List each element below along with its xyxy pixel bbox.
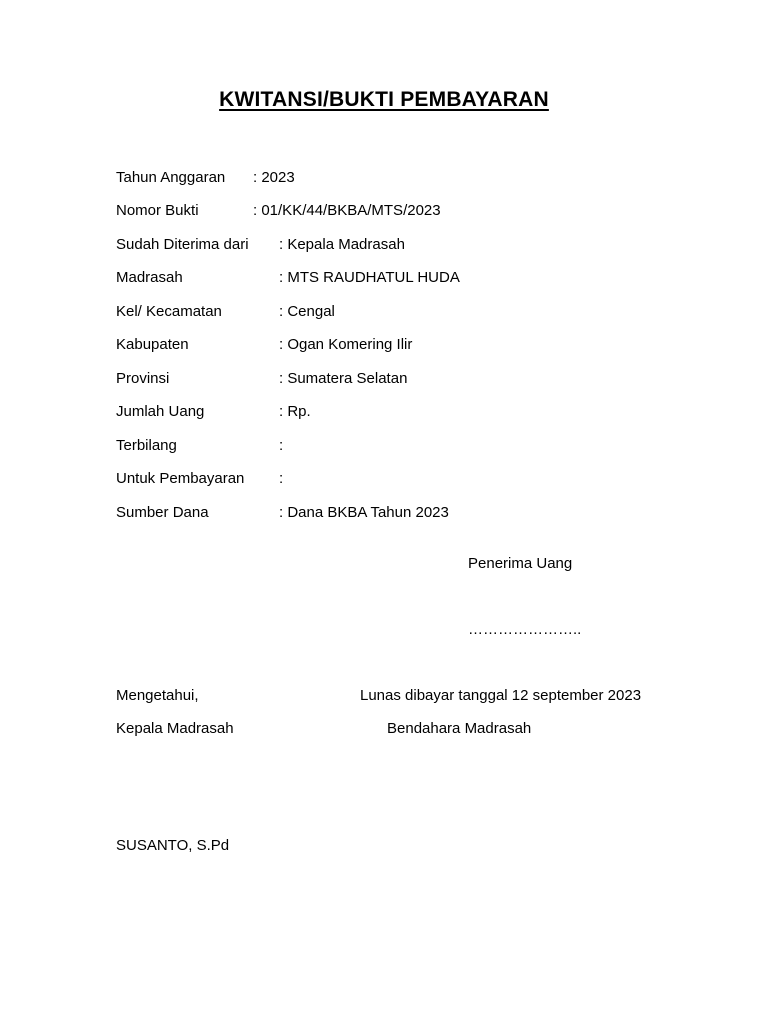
field-label-provinsi: Provinsi <box>116 370 170 387</box>
field-label-jumlah-uang: Jumlah Uang <box>116 403 205 420</box>
field-value-sumber-dana: : Dana BKBA Tahun 2023 <box>279 504 449 521</box>
field-value-untuk-pembayaran: : <box>279 470 284 487</box>
field-value-nomor-bukti: : 01/KK/44/BKBA/MTS/2023 <box>253 202 441 219</box>
field-label-terbilang: Terbilang <box>116 437 177 454</box>
receiver-label: Penerima Uang <box>468 555 573 572</box>
field-value-kabupaten: : Ogan Komering Ilir <box>279 336 413 353</box>
field-label-kabupaten: Kabupaten <box>116 336 189 353</box>
field-value-terbilang: : <box>279 437 284 454</box>
field-label-sudah-diterima-dari: Sudah Diterima dari <box>116 236 249 253</box>
field-label-untuk-pembayaran: Untuk Pembayaran <box>116 470 245 487</box>
field-value-madrasah: : MTS RAUDHATUL HUDA <box>279 269 460 286</box>
field-label-madrasah: Madrasah <box>116 269 183 286</box>
head-title: Kepala Madrasah <box>116 720 234 737</box>
field-value-sudah-diterima-dari: : Kepala Madrasah <box>279 236 405 253</box>
field-label-kecamatan: Kel/ Kecamatan <box>116 303 222 320</box>
document-title: KWITANSI/BUKTI PEMBAYARAN <box>219 88 549 111</box>
field-label-sumber-dana: Sumber Dana <box>116 504 209 521</box>
field-value-kecamatan: : Cengal <box>279 303 335 320</box>
field-value-jumlah-uang: : Rp. <box>279 403 311 420</box>
acknowledge-label: Mengetahui, <box>116 687 199 704</box>
receiver-signature-line: ………………….. <box>468 621 582 638</box>
field-value-provinsi: : Sumatera Selatan <box>279 370 408 387</box>
head-name: SUSANTO, S.Pd <box>116 837 230 854</box>
field-label-nomor-bukti: Nomor Bukti <box>116 202 199 219</box>
field-value-tahun-anggaran: : 2023 <box>253 169 295 186</box>
treasurer-title: Bendahara Madrasah <box>387 720 532 737</box>
field-label-tahun-anggaran: Tahun Anggaran <box>116 169 226 186</box>
paid-date-text: Lunas dibayar tanggal 12 september 2023 <box>360 687 642 704</box>
